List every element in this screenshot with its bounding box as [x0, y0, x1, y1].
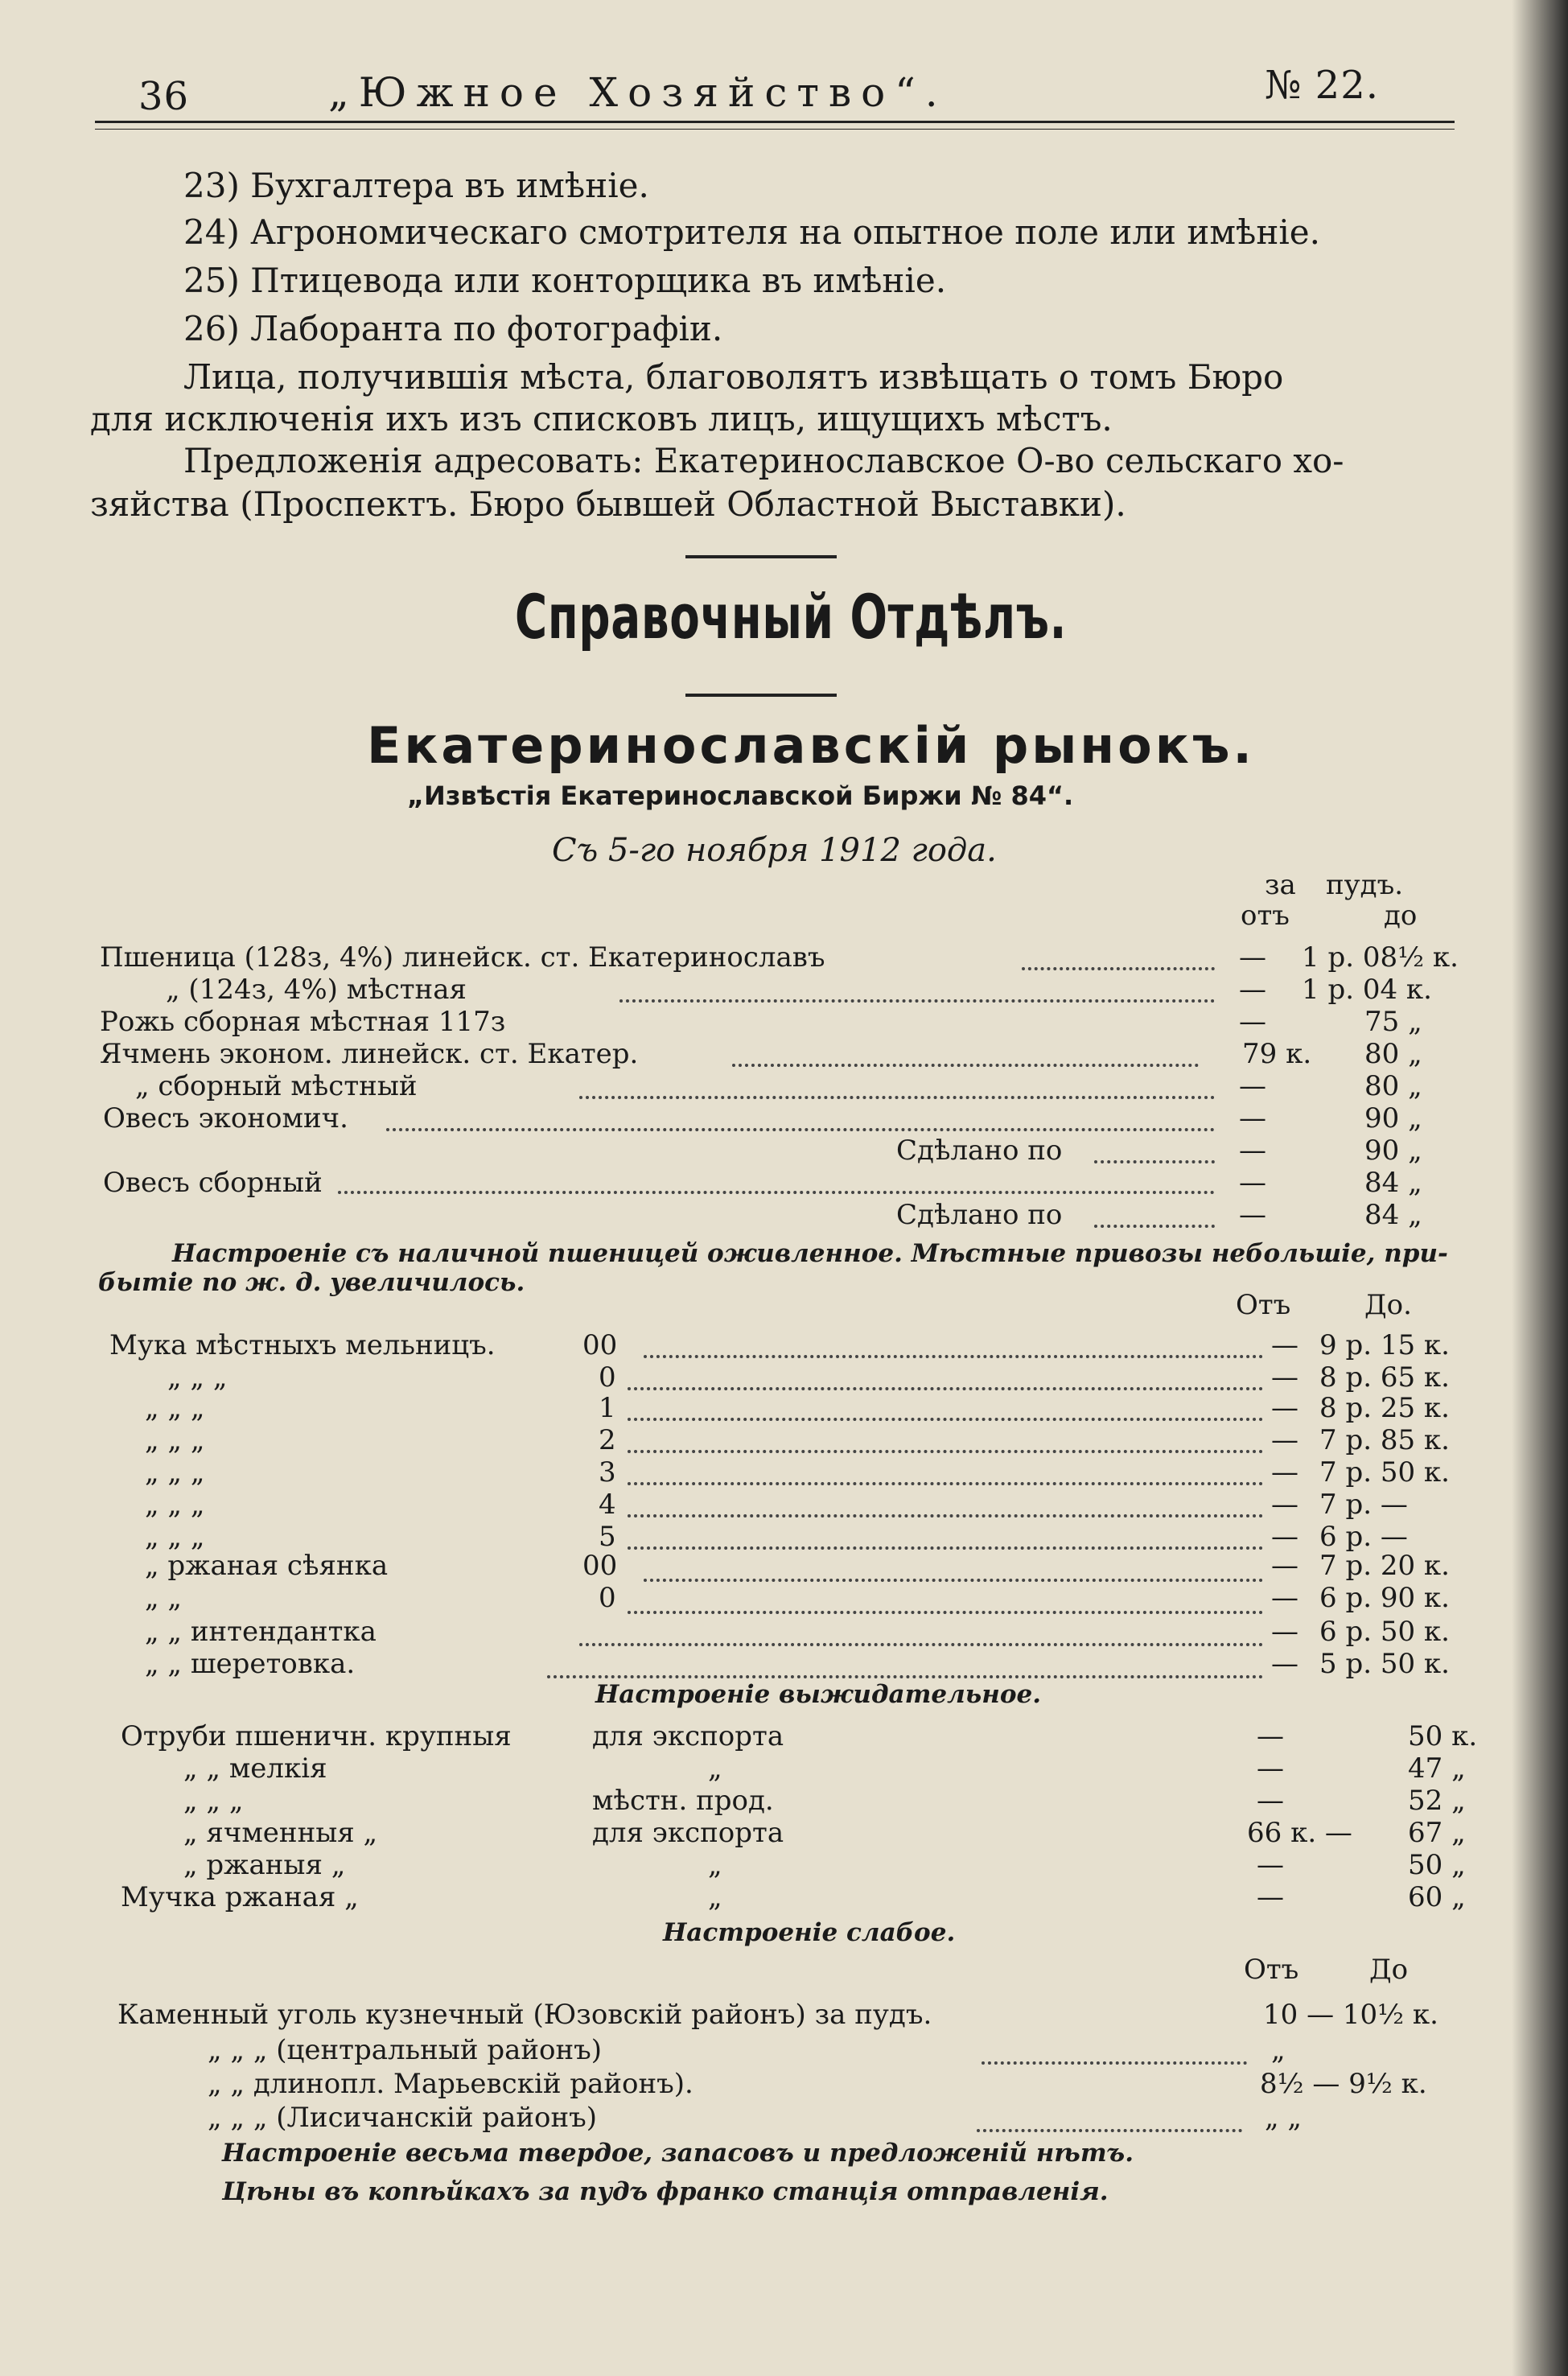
grain-row-from: —	[1239, 1167, 1266, 1199]
bran-row-label: Мучка ржаная „	[121, 1881, 359, 1913]
coal-head-ot: Отъ	[1244, 1954, 1299, 1986]
flour-row-to: 8 р. 25 к.	[1319, 1392, 1450, 1424]
grain-row-label: Пшеница (128з, 4%) линейск. ст. Екатеринославъ	[100, 941, 825, 974]
bran-row-label: „ „ „	[183, 1785, 244, 1817]
flour-row-from: —	[1271, 1582, 1298, 1614]
position-item: 24) Агрономическаго смотрителя на опытное поле или имѣніе.	[183, 212, 1321, 252]
flour-row-to: 7 р. 20 к.	[1319, 1550, 1450, 1582]
flour-row-from: —	[1271, 1424, 1298, 1456]
flour-head-do: До.	[1364, 1289, 1412, 1321]
leader-dots	[982, 2061, 1247, 2065]
grain-row-from: —	[1239, 1199, 1266, 1231]
paragraph-line: Лица, получившія мѣста, благоволятъ извѣщать о томъ Бюро	[183, 357, 1284, 397]
flour-row-from: —	[1271, 1550, 1298, 1582]
market-date: Съ 5-го ноября 1912 года.	[552, 832, 997, 869]
bran-row-label: „ ячменныя „	[183, 1817, 378, 1849]
coal-head-do: До	[1369, 1954, 1409, 1986]
flour-row-from: —	[1271, 1392, 1298, 1424]
flour-mood-note: Настроеніе выжидательное.	[595, 1680, 1042, 1709]
flour-row-from: —	[1271, 1489, 1298, 1521]
flour-row-grade: 00	[582, 1550, 618, 1582]
bran-row-from: —	[1257, 1881, 1284, 1913]
grain-row-to: 84 „	[1364, 1167, 1422, 1199]
bran-row-dest: „	[708, 1881, 722, 1913]
bran-row-to: 50 к.	[1408, 1720, 1478, 1752]
price-note: Цѣны въ копѣйкахъ за пудъ франко станція отправленія.	[222, 2177, 1109, 2206]
grain-row-from: —	[1239, 1134, 1266, 1167]
grain-row-label: Ячмень эконом. линейск. ст. Екатер.	[100, 1038, 639, 1070]
page-number: 36	[138, 74, 190, 119]
leader-dots	[1094, 1225, 1215, 1228]
grain-row-to: 90 „	[1364, 1102, 1422, 1134]
paragraph-line: для исключенія ихъ изъ списковъ лицъ, ищущихъ мѣстъ.	[90, 399, 1113, 439]
bran-row-from: —	[1257, 1849, 1284, 1881]
flour-row-from: —	[1271, 1456, 1298, 1489]
position-item: 25) Птицевода или конторщика въ имѣніе.	[183, 261, 947, 300]
flour-row-grade: 3	[599, 1456, 616, 1489]
leader-dots	[1022, 967, 1215, 970]
flour-row-to: 7 р. —	[1319, 1489, 1408, 1521]
bran-row-dest: мѣстн. прод.	[592, 1785, 774, 1817]
market-source: „Извѣстія Екатеринославской Биржи № 84“.	[407, 780, 1074, 811]
leader-dots	[619, 999, 1215, 1003]
bran-row-dest: для экспорта	[592, 1817, 784, 1849]
leader-dots	[579, 1643, 1263, 1646]
flour-row-label: „ ржаная сѣянка	[145, 1550, 389, 1582]
grain-row-label: „ сборный мѣстный	[135, 1070, 418, 1102]
leader-dots	[977, 2129, 1242, 2132]
bran-row-to: 52 „	[1408, 1785, 1466, 1817]
grain-row-to: 1 р. 08½ к.	[1302, 941, 1459, 974]
grain-row-label: „ (124з, 4%) мѣстная	[166, 974, 467, 1006]
leader-dots	[338, 1191, 1215, 1194]
grain-row-to: 84 „	[1364, 1199, 1422, 1231]
flour-row-grade: 2	[599, 1424, 616, 1456]
position-item: 23) Бухгалтера въ имѣніе.	[183, 166, 649, 205]
grain-row-to: 75 „	[1364, 1006, 1422, 1038]
col-head-ot: отъ	[1241, 900, 1290, 932]
flour-row-label: „ „ „	[145, 1424, 205, 1456]
flour-row-from: —	[1271, 1329, 1298, 1361]
bran-row-from: —	[1257, 1752, 1284, 1785]
flour-row-grade: 4	[599, 1489, 616, 1521]
market-title: Екатеринославскій рынокъ.	[367, 716, 1255, 775]
flour-row-to: 9 р. 15 к.	[1319, 1329, 1450, 1361]
flour-row-label: „ „ интендантка	[145, 1616, 377, 1648]
leader-dots	[644, 1579, 1263, 1582]
page-edge-shadow	[1512, 0, 1568, 2376]
col-head-za: за	[1265, 869, 1296, 901]
flour-row-to: 7 р. 85 к.	[1319, 1424, 1450, 1456]
bran-row-to: 60 „	[1408, 1881, 1466, 1913]
grain-row-label: Сдѣлано по	[896, 1199, 1063, 1231]
flour-row-grade: 00	[582, 1329, 618, 1361]
coal-row-value: „	[1271, 2034, 1286, 2066]
grain-row-to: 80 „	[1364, 1038, 1422, 1070]
leader-dots	[628, 1514, 1263, 1517]
bran-row-from: 66 к. —	[1247, 1817, 1352, 1849]
issue-number: № 22.	[1265, 63, 1380, 108]
journal-title: „Южное Хозяйство“.	[328, 69, 948, 116]
grain-row-from: —	[1239, 974, 1266, 1006]
section-title: Справочный Отдѣлъ.	[515, 581, 1068, 653]
flour-row-grade: 0	[599, 1361, 616, 1394]
leader-dots	[628, 1611, 1263, 1614]
paragraph-line: зяйства (Проспектъ. Бюро бывшей Областной Выставки).	[90, 484, 1126, 524]
coal-row-value: 10 — 10½ к.	[1263, 1999, 1438, 2031]
coal-row-value: 8½ — 9½ к.	[1260, 2068, 1427, 2100]
bran-row-label: „ „ мелкія	[183, 1752, 327, 1785]
flour-row-label: „ „ „	[145, 1489, 205, 1521]
flour-row-grade: 0	[599, 1582, 616, 1614]
grain-mood-note: Настроеніе съ наличной пшеницей оживленное. Мѣстные привозы небольшіе, при-	[172, 1239, 1448, 1268]
header-rule	[95, 121, 1455, 123]
coal-row-label: „ „ „ (Лисичанскій районъ)	[208, 2102, 598, 2134]
leader-dots	[628, 1418, 1263, 1421]
flour-row-from: —	[1271, 1521, 1298, 1553]
leader-dots	[386, 1128, 1215, 1131]
grain-row-to: 80 „	[1364, 1070, 1422, 1102]
grain-row-from: —	[1239, 1102, 1266, 1134]
flour-head-ot: Отъ	[1236, 1289, 1291, 1321]
leader-dots	[628, 1482, 1263, 1485]
grain-row-from: —	[1239, 1070, 1266, 1102]
bran-row-dest: „	[708, 1752, 722, 1785]
coal-row-label: Каменный уголь кузнечный (Юзовскій районъ) за пудъ.	[117, 1999, 932, 2031]
grain-row-label: Сдѣлано по	[896, 1134, 1063, 1167]
grain-row-label: Рожь сборная мѣстная 117з	[100, 1006, 506, 1038]
leader-dots	[644, 1355, 1263, 1358]
bran-row-to: 47 „	[1408, 1752, 1466, 1785]
flour-row-from: —	[1271, 1648, 1298, 1680]
flour-row-label: „ „ „	[145, 1521, 205, 1553]
bran-row-label: Отруби пшеничн. крупныя	[121, 1720, 512, 1752]
coal-row-label: „ „ „ (центральный районъ)	[208, 2034, 603, 2066]
flour-row-label: „ „ „	[145, 1392, 205, 1424]
coal-row-value: „ „	[1265, 2102, 1303, 2134]
flour-row-grade: 5	[599, 1521, 616, 1553]
flour-row-to: 6 р. —	[1319, 1521, 1408, 1553]
col-head-pud: пудъ.	[1326, 869, 1404, 901]
bran-row-from: —	[1257, 1720, 1284, 1752]
leader-dots	[1094, 1160, 1215, 1163]
flour-row-from: —	[1271, 1361, 1298, 1394]
flour-row-to: 5 р. 50 к.	[1319, 1648, 1450, 1680]
flour-row-label: „ „	[145, 1582, 183, 1614]
leader-dots	[628, 1546, 1263, 1550]
paragraph-line: Предложенія адресовать: Екатеринославское О-во сельскаго хо-	[183, 441, 1344, 480]
header-rule-thin	[95, 129, 1455, 130]
flour-row-to: 8 р. 65 к.	[1319, 1361, 1450, 1394]
bran-row-label: „ ржаныя „	[183, 1849, 346, 1881]
flour-row-label: „ „ шеретовка.	[145, 1648, 356, 1680]
flour-row-to: 6 р. 90 к.	[1319, 1582, 1450, 1614]
bran-row-dest: для экспорта	[592, 1720, 784, 1752]
flour-row-label: „ „ „	[145, 1456, 205, 1489]
grain-row-to: 90 „	[1364, 1134, 1422, 1167]
position-item: 26) Лаборанта по фотографіи.	[183, 309, 723, 348]
grain-mood-note: бытіе по ж. д. увеличилось.	[98, 1268, 525, 1297]
col-head-do: до	[1384, 900, 1418, 932]
grain-row-from: —	[1239, 941, 1266, 974]
grain-row-from: —	[1239, 1006, 1266, 1038]
grain-row-to: 1 р. 04 к.	[1302, 974, 1432, 1006]
leader-dots	[579, 1096, 1215, 1099]
flour-row-from: —	[1271, 1616, 1298, 1648]
flour-row-to: 7 р. 50 к.	[1319, 1456, 1450, 1489]
leader-dots	[732, 1064, 1199, 1067]
bran-row-from: —	[1257, 1785, 1284, 1817]
grain-row-from: 79 к.	[1242, 1038, 1312, 1070]
section-rule	[685, 555, 837, 558]
bran-row-to: 50 „	[1408, 1849, 1466, 1881]
leader-dots	[628, 1450, 1263, 1453]
bran-mood-note: Настроеніе слабое.	[663, 1918, 956, 1947]
flour-row-to: 6 р. 50 к.	[1319, 1616, 1450, 1648]
flour-row-grade: 1	[599, 1392, 616, 1424]
leader-dots	[547, 1675, 1263, 1678]
flour-row-label: Мука мѣстныхъ мельницъ.	[109, 1329, 496, 1361]
flour-row-label: „ „ „	[167, 1361, 228, 1394]
section-rule	[685, 694, 837, 697]
coal-mood-note: Настроеніе весьма твердое, запасовъ и предложеній нѣтъ.	[222, 2139, 1134, 2168]
bran-row-dest: „	[708, 1849, 722, 1881]
bran-row-to: 67 „	[1408, 1817, 1466, 1849]
grain-row-label: Овесъ сборный	[103, 1167, 323, 1199]
coal-row-label: „ „ длинопл. Марьевскій районъ).	[208, 2068, 693, 2100]
leader-dots	[628, 1387, 1263, 1390]
grain-row-label: Овесъ экономич.	[103, 1102, 348, 1134]
